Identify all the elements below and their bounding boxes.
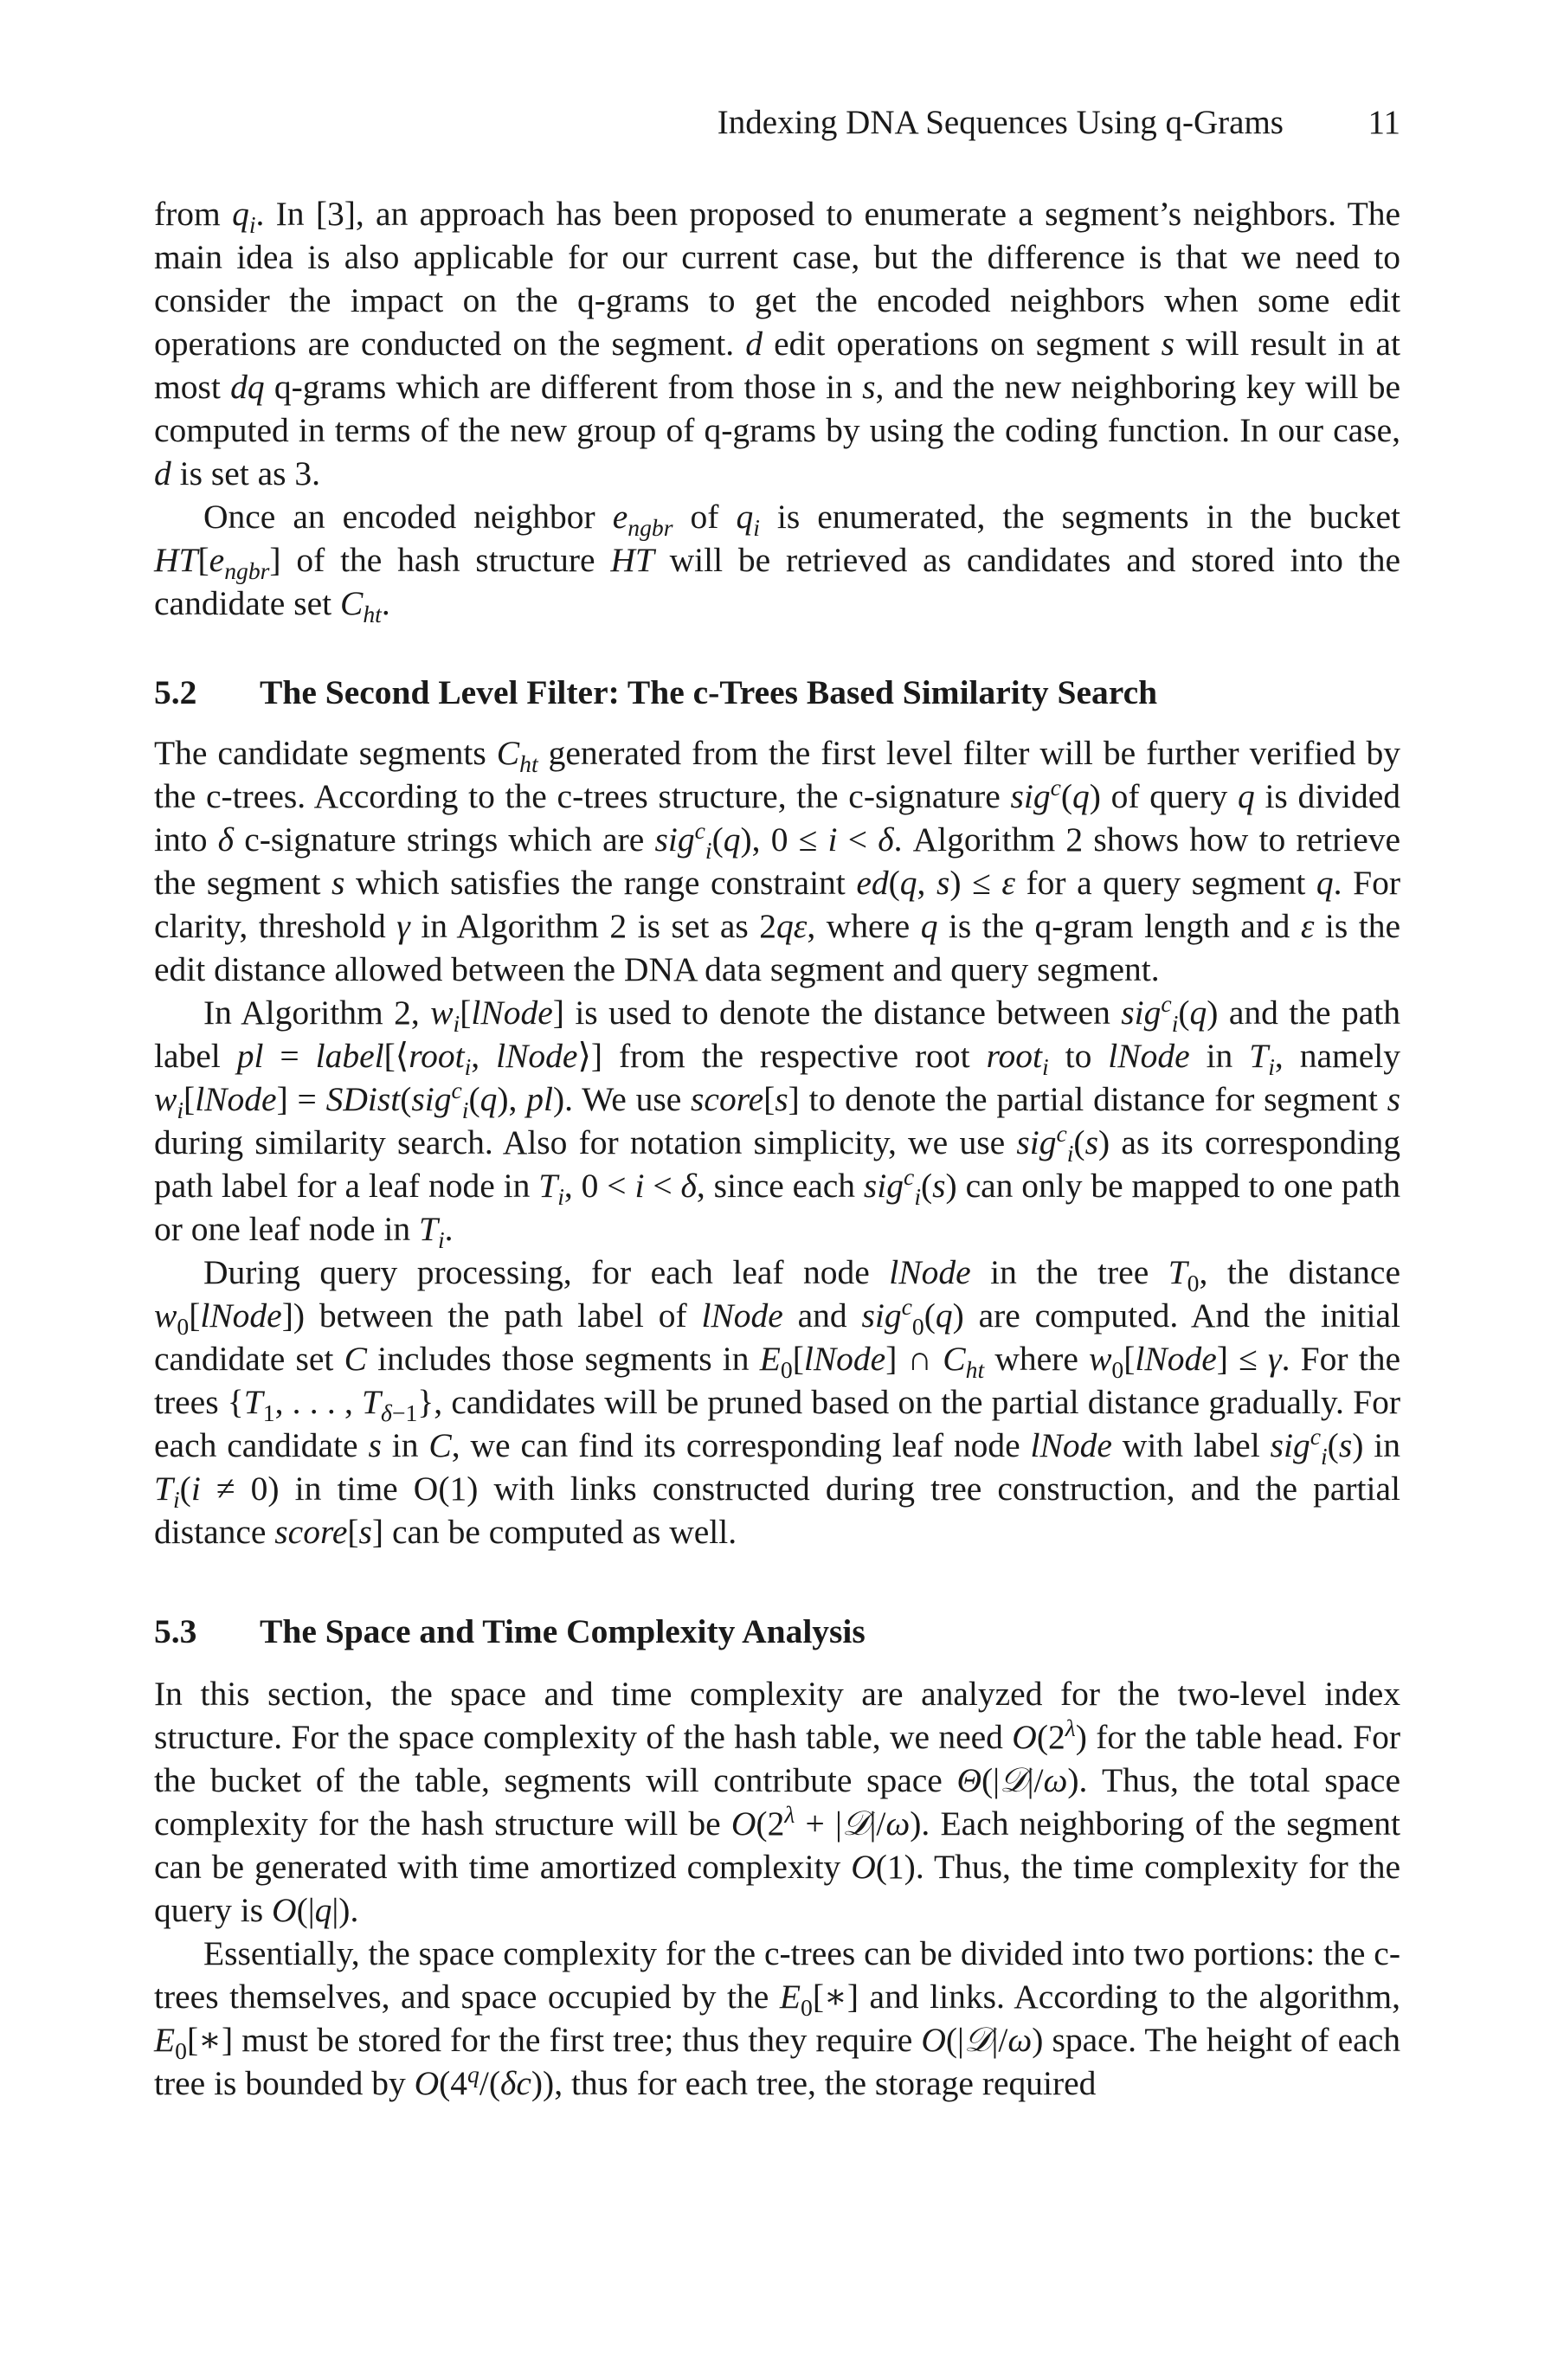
page-number: 11: [1368, 104, 1400, 141]
paragraph: Essentially, the space complexity for the c-trees can be divided into two portions: the c-trees themselves, and space occupied by the $E_0[∗]$ and links. According to the algorithm, $E_0[∗]$ must be stored for the first tree; thus they require O(|𝒟|/ω) space. The height of each tree is bounded by O(4$^q$/(δc)), thus for each tree, the storage required: [154, 1934, 1400, 2102]
paragraph: In Algorithm 2, $w_i[lNode]$ is used to denote the distance between sig$^c_i$(q) and the path label pl = label[⟨root$_i$, lNode⟩] from the respective root root$_i$ to lNode in $T_i$, namely $w_i[lNode]$ = SDist(sig$^c_i$(q), pl). We use score[s] to denote the partial distance for segment s during similarity search. Also for notation simplicity, we use sig$^c_i$(s) as its corresponding path label for a leaf node in $T_i$, 0 < i < δ, since each sig$^c_i$(s) can only be mapped to one path or one leaf node in $T_i$.: [154, 989, 1400, 1253]
paragraph: During query processing, for each leaf node lNode in the tree $T_0$, the distance $w_0[lNode]$) between the path label of lNode and sig$^c_0$(q) are computed. And the initial candidate set C includes those segments in $E_0[lNode]$ ∩ $C_{ht}$ where $w_0[lNode] \le \gamma$. For the trees {$T_1$, . . . , $T_{\delta-1}$}, candidates will be pruned based on the partial distance gradually. For each candidate s in C, we can find its corresponding leaf node lNode with label sig$^c_i$(s) in $T_i(i \ne 0)$ in time O(1) with links constructed during tree construction, and the partial distance score[s] can be computed as well.: [154, 1253, 1400, 1551]
running-head: [154, 102, 1400, 144]
main-text: [154, 192, 1400, 2105]
section-number: 5.3: [154, 1612, 197, 1650]
paragraph: In this section, the space and time complexity are analyzed for the two-level index structure. For the space complexity of the hash table, we need $O(2^\lambda)$ for the table head. For the bucket of the table, segments will contribute space Θ(|𝒟|/ω). Thus, the total space complexity for the hash structure will be $O(2^\lambda$ + |𝒟|/ω). Each neighboring of the segment can be generated with time amortized complexity O(1). Thus, the time complexity for the query is O(|q|).: [154, 1675, 1401, 1929]
section-heading: [154, 1610, 1400, 1653]
section-title: The Second Level Filter: The c-Trees Based Similarity Search: [260, 673, 1158, 711]
section-number: 5.2: [154, 673, 197, 711]
section-title: The Space and Time Complexity Analysis: [260, 1612, 866, 1650]
paragraph: from $q_i$. In [3], an approach has been proposed to enumerate a segment’s neighbors. The main idea is also applicable for our current case, but the difference is that we need to consider the impact on the q-grams to get the encoded neighbors when some edit operations are conducted on the segment. d edit operations on segment s will result in at most dq q-grams which are different from those in s, and the new neighboring key will be computed in terms of the new group of q-grams by using the coding function. In our case, d is set as 3.: [154, 195, 1401, 492]
section-heading: [154, 671, 1400, 714]
paragraph: Once an encoded neighbor $e_{ngbr}$ of $q_i$ is enumerated, the segments in the bucket $HT[e_{ngbr}]$ of the hash structure HT will be retrieved as candidates and stored into the candidate set $C_{ht}$.: [154, 498, 1401, 627]
running-title: Indexing DNA Sequences Using q-Grams: [717, 104, 1284, 141]
paragraph: The candidate segments $C_{ht}$ generated from the first level filter will be further verified by the c-trees. According to the c-trees structure, the c-signature sig$^c$(q) of query q is divided into δ c-signature strings which are sig$^c_i$(q), 0 ≤ i < δ. Algorithm 2 shows how to retrieve the segment s which satisfies the range constraint ed(q, s) ≤ ε for a query segment q. For clarity, threshold γ in Algorithm 2 is set as 2qε, where q is the q-gram length and ε is the edit distance allowed between the DNA data segment and query segment.: [154, 734, 1401, 988]
